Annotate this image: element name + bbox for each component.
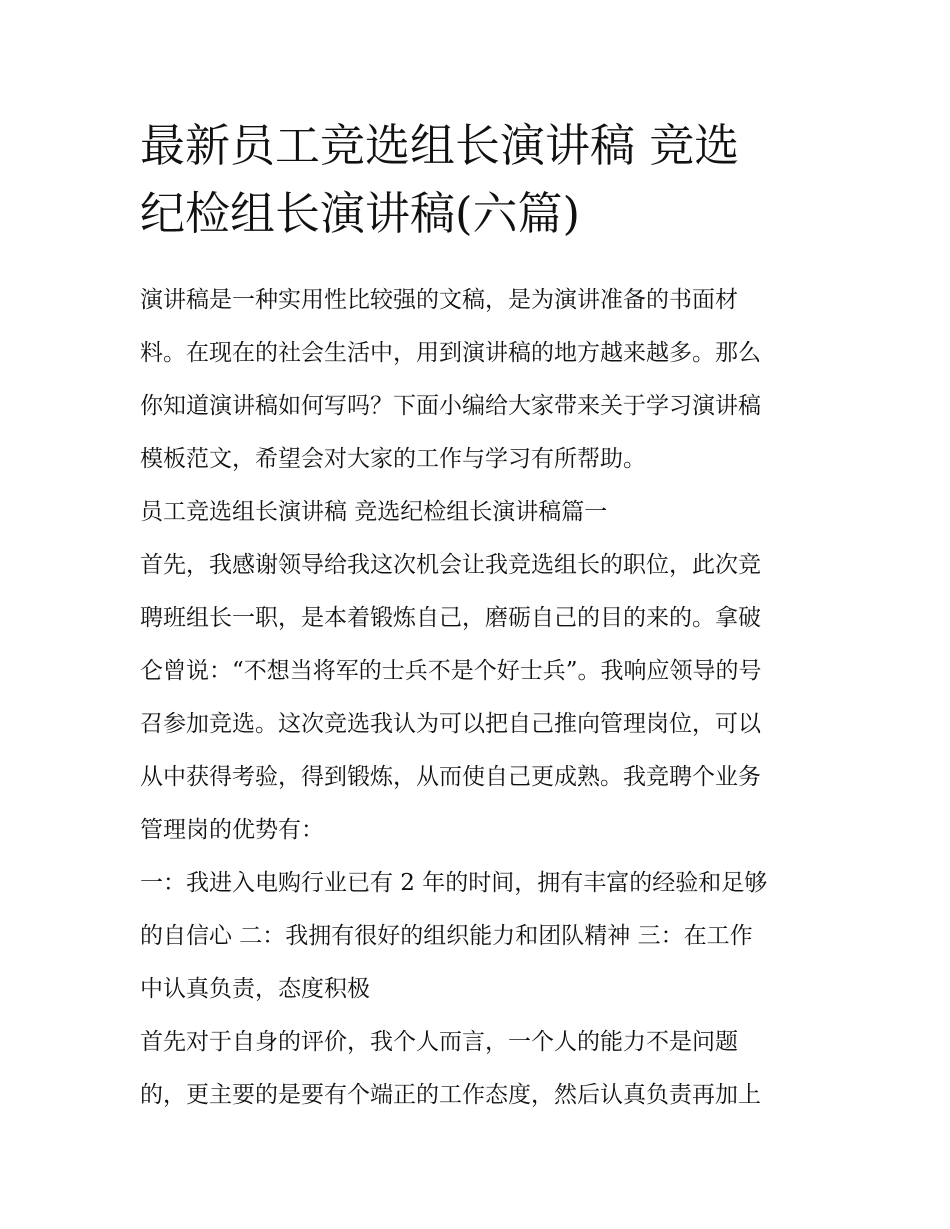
body-line: 一：我进入电购行业已有 2 年的时间，拥有丰富的经验和足够 bbox=[140, 870, 768, 896]
document-body bbox=[140, 274, 812, 1122]
document-title bbox=[140, 112, 812, 248]
body-line: 料。在现在的社会生活中，用到演讲稿的地方越来越多。那么 bbox=[140, 340, 761, 366]
body-line: 模板范文，希望会对大家的工作与学习有所帮助。 bbox=[140, 446, 646, 472]
body-line: 从中获得考验，得到锻炼，从而使自己更成熟。我竞聘个业务 bbox=[140, 764, 761, 790]
title-line-1: 最新员工竞选组长演讲稿 竞选 bbox=[140, 119, 740, 172]
body-line: 你知道演讲稿如何写吗？下面小编给大家带来关于学习演讲稿 bbox=[140, 393, 761, 419]
body-line: 首先对于自身的评价，我个人而言，一个人的能力不是问题 bbox=[140, 1029, 738, 1055]
body-line: 的自信心 二：我拥有很好的组织能力和团队精神 三：在工作 bbox=[140, 923, 753, 949]
section-heading: 员工竞选组长演讲稿 竞选纪检组长演讲稿篇一 bbox=[140, 499, 608, 525]
body-line: 演讲稿是一种实用性比较强的文稿，是为演讲准备的书面材 bbox=[140, 287, 738, 313]
body-line: 管理岗的优势有： bbox=[140, 817, 324, 843]
body-line: 聘班组长一职，是本着锻炼自己，磨砺自己的目的来的。拿破 bbox=[140, 605, 761, 631]
title-line-2: 纪检组长演讲稿(六篇) bbox=[140, 187, 581, 240]
document-page bbox=[140, 112, 812, 1122]
body-line: 的，更主要的是要有个端正的工作态度，然后认真负责再加上 bbox=[140, 1082, 761, 1108]
body-line: 首先，我感谢领导给我这次机会让我竞选组长的职位，此次竞 bbox=[140, 552, 761, 578]
body-line: 中认真负责，态度积极 bbox=[140, 976, 370, 1002]
body-line: 召参加竞选。这次竞选我认为可以把自己推向管理岗位，可以 bbox=[140, 711, 761, 737]
body-line: 仑曾说：“不想当将军的士兵不是个好士兵”。我响应领导的号 bbox=[140, 658, 762, 684]
